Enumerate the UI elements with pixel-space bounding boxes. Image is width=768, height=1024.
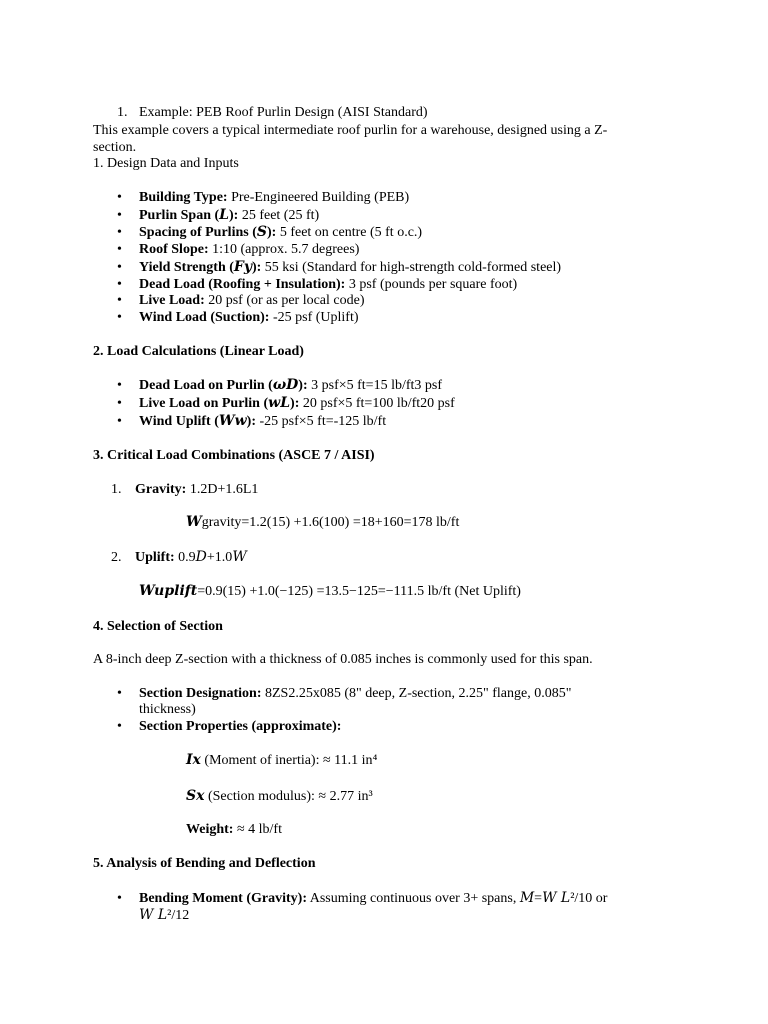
bullet-icon: • [117,719,122,734]
bullet-icon: • [117,686,122,701]
gravity-combination: Gravity: 1.2D+1.6L1 [135,482,259,497]
list-item: Live Load: 20 psf (or as per local code) [139,293,365,308]
list-item: Roof Slope: 1:10 (approx. 5.7 degrees) [139,242,360,257]
heading-number: 1. [117,105,128,120]
property-weight: Weight: ≈ 4 lb/ft [186,822,282,837]
list-item: Bending Moment (Gravity): Assuming continuous over 3+ spans, M=W L²/10 or [139,890,608,906]
bullet-icon: • [117,310,122,325]
list-item-continuation: W L²/12 [139,907,190,923]
bullet-icon: • [117,414,122,429]
list-item: Section Properties (approximate): [139,719,342,734]
list-item-continuation: thickness) [139,702,196,717]
bullet-icon: • [117,242,122,257]
bullet-icon: • [117,225,122,240]
uplift-combination: Uplift: 0.9D+1.0W [135,549,247,565]
list-item: Building Type: Pre-Engineered Building (PEB) [139,190,410,205]
bullet-icon: • [117,396,122,411]
bullet-icon: • [117,260,122,275]
section4-title: 4. Selection of Section [93,619,223,634]
bullet-icon: • [117,293,122,308]
section2-title: 2. Load Calculations (Linear Load) [93,344,304,359]
list-item: Live Load on Purlin (wL): 20 psf×5 ft=100 lb/ft20 psf [139,395,455,411]
bullet-icon: • [117,208,122,223]
gravity-equation: Wgravity=1.2(15) +1.6(100) =18+160=178 lb/ft [186,514,460,530]
section1-title: 1. Design Data and Inputs [93,156,239,171]
section5-title: 5. Analysis of Bending and Deflection [93,856,316,871]
section4-paragraph: A 8-inch deep Z-section with a thickness of 0.085 inches is commonly used for this span. [93,652,593,667]
list-item: Wind Uplift (Ww): -25 psf×5 ft=-125 lb/ft [139,413,387,429]
list-item: Dead Load on Purlin (ωD): 3 psf×5 ft=15 lb/ft3 psf [139,377,443,393]
list-item: Yield Strength (Fy): 55 ksi (Standard for high-strength cold-formed steel) [139,259,562,275]
property-ix: Ix (Moment of inertia): ≈ 11.1 in⁴ [186,752,378,768]
section3-title: 3. Critical Load Combinations (ASCE 7 / AISI) [93,448,375,463]
list-item: Dead Load (Roofing + Insulation): 3 psf (pounds per square foot) [139,277,518,292]
bullet-icon: • [117,190,122,205]
intro-line-1: This example covers a typical intermediate roof purlin for a warehouse, designed using a Z- [93,123,608,138]
gravity-number: 1. [111,482,122,497]
list-item: Wind Load (Suction): -25 psf (Uplift) [139,310,359,325]
property-sx: Sx (Section modulus): ≈ 2.77 in³ [186,788,373,804]
bullet-icon: • [117,277,122,292]
list-item: Spacing of Purlins (S): 5 feet on centre (5 ft o.c.) [139,224,423,240]
uplift-number: 2. [111,550,122,565]
list-item: Purlin Span (L): 25 feet (25 ft) [139,207,320,223]
intro-line-2: section. [93,140,137,155]
uplift-equation: Wuplift=0.9(15) +1.0(−125) =13.5−125=−111.5 lb/ft (Net Uplift) [139,583,521,599]
list-item: Section Designation: 8ZS2.25x085 (8" deep, Z-section, 2.25" flange, 0.085" [139,686,572,701]
heading-title: Example: PEB Roof Purlin Design (AISI Standard) [139,105,428,120]
bullet-icon: • [117,891,122,906]
bullet-icon: • [117,378,122,393]
